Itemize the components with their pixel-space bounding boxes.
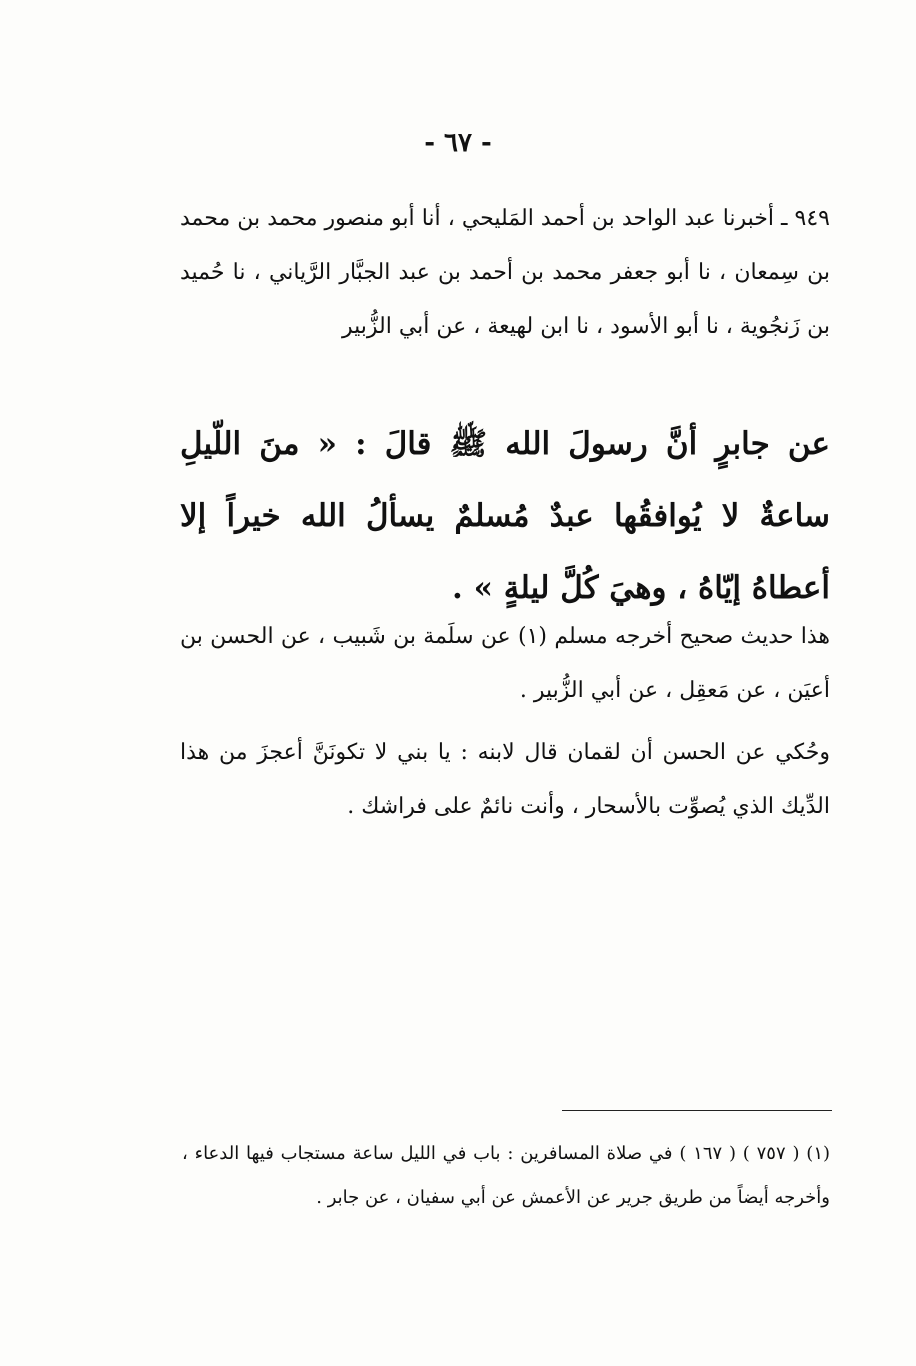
page-number: - ٦٧ - xyxy=(424,128,492,158)
hadith-commentary-paragraph: هذا حديث صحيح أخرجه مسلم (١) عن سلَمة بن شَبيب ، عن الحسن بن أعيَن ، عن مَعقِل ، عن أبي الزُّبير . xyxy=(180,624,830,703)
hadith-matn-paragraph: عن جابرٍ أنَّ رسولَ الله ﷺ قالَ : « منَ اللّيلِ ساعةٌ لا يُوافقُها عبدٌ مُسلمٌ يسألُ الله خيراً إلا أعطاهُ إيّاهُ ، وهيَ كُلَّ ليلةٍ » . xyxy=(180,426,830,606)
footnote-text: (١) ( ٧٥٧ ) ( ١٦٧ ) في صلاة المسافرين : باب في الليل ساعة مستجاب فيها الدعاء ، وأخرجه أيضاً من طريق جرير عن الأعمش عن أبي سفيان ، عن جابر . xyxy=(182,1143,831,1208)
luqman-story-paragraph: وحُكي عن الحسن أن لقمان قال لابنه : يا بني لا تكونَنَّ أعجزَ من هذا الدِّيك الذي يُصوِّت بالأسحار ، وأنت نائمٌ على فراشك . xyxy=(180,740,830,819)
footnote-divider xyxy=(562,1110,832,1111)
hadith-isnad-paragraph: ٩٤٩ ـ أخبرنا عبد الواحد بن أحمد المَليحي ، أنا أبو منصور محمد بن محمد بن سِمعان ، نا أبو جعفر محمد بن أحمد بن عبد الجبَّار الرَّياني ، نا حُميد بن زَنجُوية ، نا أبو الأسود ، نا ابن لهيعة ، عن أبي الزُّبير xyxy=(180,206,830,339)
